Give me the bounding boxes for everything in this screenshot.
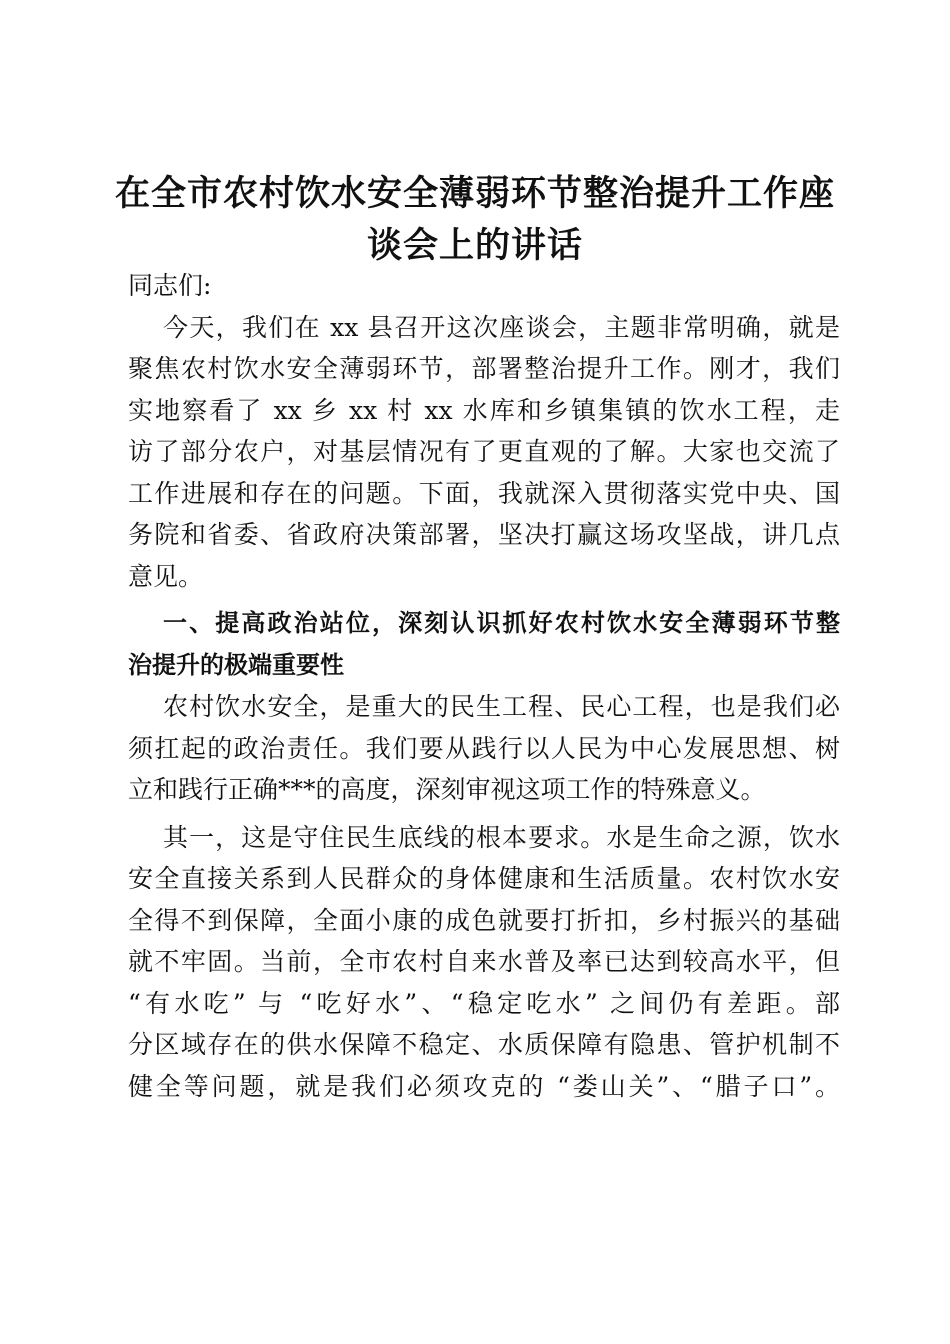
title-line: 谈会上的讲话 (366, 226, 583, 266)
paragraph-line: 就不牢固。当前，全市农村自来水普及率已达到较高水平，但 (128, 947, 840, 976)
paragraph-intro (128, 307, 840, 598)
paragraph-line: 安全直接关系到人民群众的身体健康和生活质量。农村饮水安 (128, 864, 840, 893)
heading-line: 一、提高政治站位，深刻认识抓好农村饮水安全薄弱环节整 (163, 609, 840, 637)
paragraph-line: 访了部分农户，对基层情况有了更直观的了解。大家也交流了 (128, 437, 840, 466)
paragraph-line: 意见。 (128, 561, 204, 591)
paragraph-first-point (128, 817, 840, 1108)
paragraph-line: 今天，我们在 xx 县召开这次座谈会，主题非常明确，就是 (163, 312, 840, 342)
paragraph-line: 农村饮水安全，是重大的民生工程、民心工程，也是我们必 (163, 692, 840, 721)
paragraph-line: 健全等问题，就是我们必须攻克的 “娄山关”、“腊子口”。 (128, 1071, 840, 1101)
section-heading-1 (128, 603, 840, 686)
paragraph-line: 分区域存在的供水保障不稳定、水质保障有隐患、管护机制不 (128, 1030, 840, 1059)
paragraph-line: 务院和省委、省政府决策部署，坚决打赢这场攻坚战，讲几点 (128, 520, 840, 549)
paragraph-line: “有水吃” 与 “吃好水”、“稳定吃水” 之间仍有差距。部 (128, 988, 840, 1018)
paragraph-line: 实地察看了 xx 乡 xx 村 xx 水库和乡镇集镇的饮水工程，走 (128, 395, 840, 425)
paragraph-line: 聚焦农村饮水安全薄弱环节，部署整治提升工作。刚才，我们 (128, 354, 840, 383)
title-line: 在全市农村饮水安全薄弱环节整治提升工作座 (114, 174, 835, 214)
paragraph-line: 其一，这是守住民生底线的根本要求。水是生命之源，饮水 (163, 822, 840, 852)
document-body (128, 265, 840, 1107)
paragraph-line: 须扛起的政治责任。我们要从践行以人民为中心发展思想、树 (128, 733, 840, 763)
paragraph-significance (128, 686, 840, 811)
document-title (110, 168, 840, 272)
paragraph-line: 工作进展和存在的问题。下面，我就深入贯彻落实党中央、国 (128, 478, 840, 508)
paragraph-line: 全得不到保障，全面小康的成色就要打折扣，乡村振兴的基础 (128, 905, 840, 935)
salutation: 同志们: (128, 271, 212, 300)
heading-line: 治提升的极端重要性 (128, 650, 344, 679)
paragraph-line: 立和践行正确***的高度，深刻审视这项工作的特殊意义。 (128, 775, 766, 804)
